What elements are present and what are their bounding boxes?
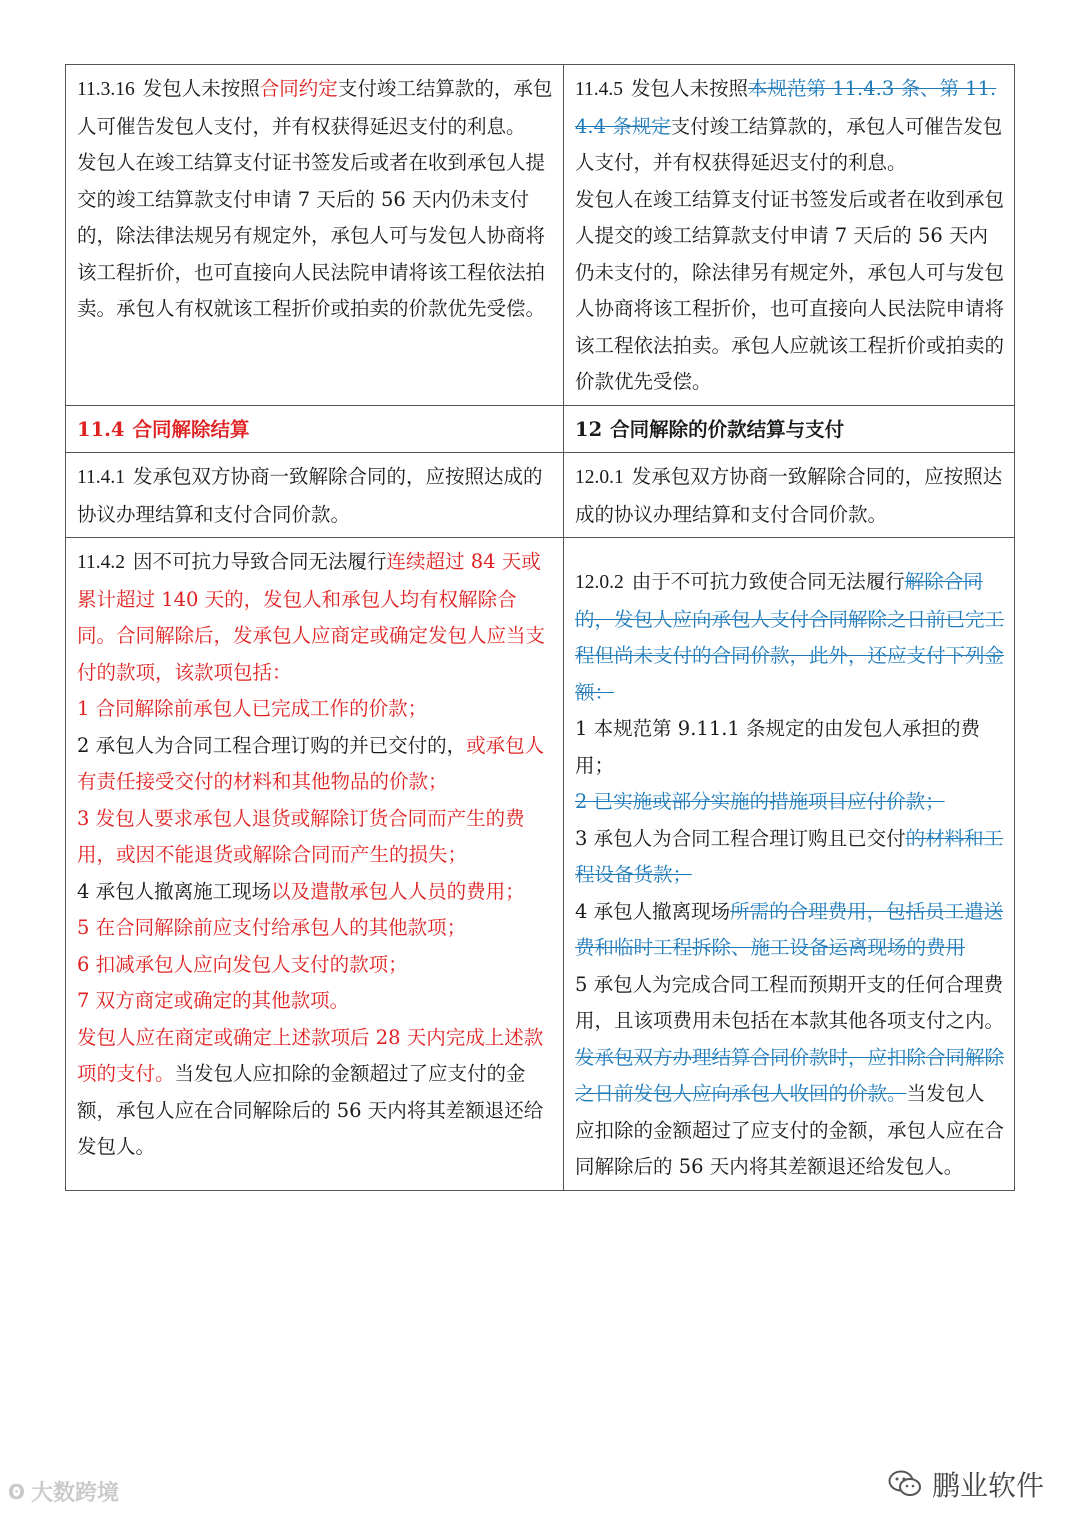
footer-watermarks [0, 1458, 1080, 1518]
logo-icon: ʘ [8, 1479, 26, 1504]
old-section-heading: 11.4 合同解除结算 [66, 405, 564, 453]
list-item: 3 发包人要求承包人退货或解除订货合同而产生的费用，或因不能退货或解除合同而产生的损失； [77, 806, 525, 866]
list-item: 5 在合同解除前应支付给承包人的其他款项； [77, 916, 467, 939]
paragraph: 发包人在竣工结算支付证书签发后或者在收到承包人提交的竣工结算款支付申请 7 天后的 56 天内仍未支付的，除法律法规另有规定外，承包人可与发包人协商将该工程折价，也可直接向人民法院申请将该工程依法拍卖。承包人有权就该工程折价或拍卖的价款优先受偿。 [77, 151, 546, 320]
table-row [66, 453, 1015, 538]
list-item: 2 承包人为合同工程合理订购的并已交付的，或承包人有责任接受交付的材料和其他物品的价款； [77, 733, 545, 793]
watermark-left: ʘ 大数跨境 [8, 1479, 120, 1506]
table-row [66, 538, 1015, 1191]
paragraph: 发承包双方办理结算合同价款时，应扣除合同解除之日前发包人应向承包人收回的价款。当发包人应扣除的金额超过了应支付的金额，承包人应在合同解除后的 56 天内将其差额退还给发包人。 [575, 1045, 1005, 1178]
old-clause-11-4-2: 11.4.2 因不可抗力导致合同无法履行连续超过 84 天或累计超过 140 天的，发包人和承包人均有权解除合同。合同解除后，发承包人应商定或确定发包人应当支付的款项，该款项包括： 1 合同解除前承包人已完成工作的价款； 2 承包人为合同工程合理订购的并已交付的，或承包人有责任接受交付的材料和其他物品的价款； 3 发包人要求承包人退货或解除订货合同而产生的费用，或因不能退货或解除合同而产生的损失； 4 承包人撤离施工现场以及遣散承包人人员的费用； 5 在合同解除前应支付给承包人的其他款项； 6 扣减承包人应向发包人支付的款项； 7 双方商定或确定的其他款项。 发包人应在商定或确定上述款项后 28 天内完成上述款项的支付。当发包人应扣除的金额超过了应支付的金额，承包人应在合同解除后的 56 天内将其差额退还给发包人。 [66, 538, 564, 1191]
paragraph: 11.4.5 发包人未按照本规范第 11.4.3 条、第 11.4.4 条规定支付竣工结算款的，承包人可催告发包人支付，并有权获得延迟支付的利息。 [575, 77, 1003, 174]
table-row [66, 405, 1015, 453]
paragraph: 发包人应在商定或确定上述款项后 28 天内完成上述款项的支付。当发包人应扣除的金额超过了应支付的金额，承包人应在合同解除后的 56 天内将其差额退还给发包人。 [77, 1025, 544, 1158]
table-row [66, 65, 1015, 406]
wechat-icon [888, 1469, 922, 1499]
list-item: 1 本规范第 9.11.1 条规定的由发包人承担的费用； [575, 717, 981, 777]
watermark-right: 鹏业软件 [888, 1464, 1044, 1504]
deleted-text: 解除合同的，发包人应向承包人支付合同解除之日前已完工程但尚未支付的合同价款，此外，还应支付下列金额： [575, 570, 1005, 704]
list-item: 3 承包人为合同工程合理订购且已交付的材料和工程设备货款； [575, 826, 1004, 886]
new-clause-11-4-5 [564, 65, 1015, 406]
list-item: 4 承包人撤离现场所需的合理费用，包括员工遣送费和临时工程拆除、施工设备运离现场的费用 [575, 899, 1004, 959]
new-section-heading: 12 合同解除的价款结算与支付 [564, 405, 1015, 453]
old-clause-11-4-1: 11.4.1 发承包双方协商一致解除合同的，应按照达成的协议办理结算和支付合同价款。 [66, 453, 564, 538]
new-clause-12-0-1: 12.0.1 发承包双方协商一致解除合同的，应按照达成的协议办理结算和支付合同价款。 [564, 453, 1015, 538]
list-item: 6 扣减承包人应向发包人支付的款项； [77, 952, 408, 976]
paragraph: 发包人在竣工结算支付证书签发后或者在收到承包人提交的竣工结算款支付申请 7 天后的 56 天内仍未支付的，除法律另有规定外，承包人可与发包人协商将该工程折价，也可直接向人民法院申请将该工程依法拍卖。承包人应就该工程折价或拍卖的价款优先受偿。 [575, 187, 1005, 393]
old-clause-11-3-16 [66, 65, 564, 406]
list-item: 1 合同解除前承包人已完成工作的价款； [77, 697, 428, 720]
changed-text: 合同约定 [259, 77, 338, 100]
list-item: 4 承包人撤离施工现场以及遣散承包人人员的费用； [77, 879, 525, 903]
list-item: 2 已实施或部分实施的措施项目应付价款； [575, 790, 945, 813]
deleted-text: 本规范第 11.4.3 条、第 11.4.4 条规定 [575, 77, 997, 138]
paragraph: 11.3.16 发包人未按照合同约定支付竣工结算款的，承包人可催告发包人支付，并有权获得延迟支付的利息。 [77, 77, 553, 138]
list-item: 5 承包人为完成合同工程而预期开支的任何合理费用，且该项费用未包括在本款其他各项支付之内。 [575, 972, 1005, 1032]
comparison-table [65, 64, 1015, 1191]
changed-text: 连续超过 84 天或累计超过 140 天的，发包人和承包人均有权解除合同。合同解除后，发承包人应商定或确定发包人应当支付的款项，该款项包括： [77, 550, 546, 684]
new-clause-12-0-2: 12.0.2 由于不可抗力致使合同无法履行解除合同的，发包人应向承包人支付合同解除之日前已完工程但尚未支付的合同价款，此外，还应支付下列金额： 1 本规范第 9.11.1 条规定的由发包人承担的费用； 2 已实施或部分实施的措施项目应付价款； 3 承包人为合同工程合理订购且已交付的材料和工程设备货款； 4 承包人撤离现场所需的合理费用，包括员工遣送费和临时工程拆除、施工设备运离现场的费用 5 承包人为完成合同工程而预期开支的任何合理费用，且该项费用未包括在本款其他各项支付之内。 发承包双方办理结算合同价款时，应扣除合同解除之日前发包人应向承包人收回的价款。当发包人应扣除的金额超过了应支付的金额，承包人应在合同解除后的 56 天内将其差额退还给发包人。 [564, 538, 1015, 1191]
list-item: 7 双方商定或确定的其他款项。 [77, 989, 350, 1012]
